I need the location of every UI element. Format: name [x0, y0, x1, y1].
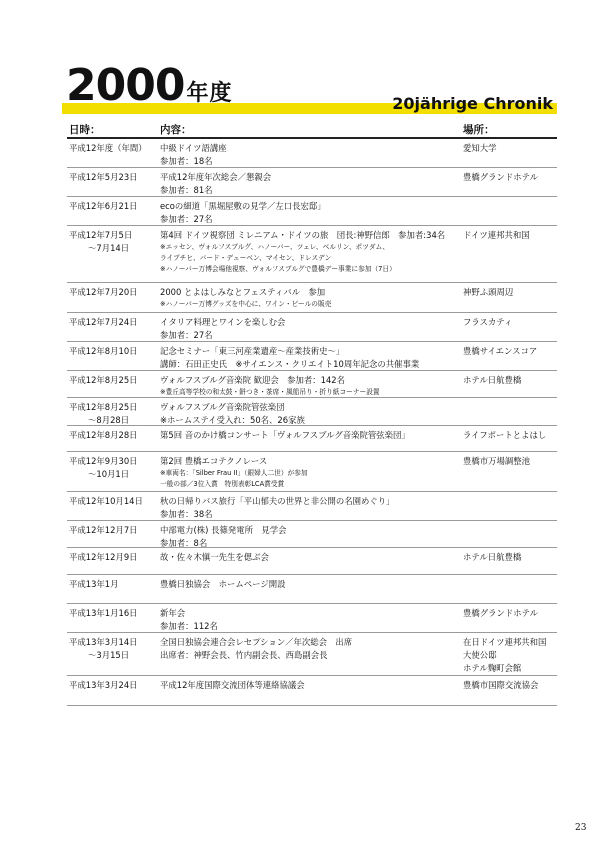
- row-content-line: 秋の日帰りバス旅行「平山郁夫の世界と非公開の名園めぐり」: [160, 496, 395, 506]
- row-date: [69, 524, 138, 537]
- row-content: [160, 345, 419, 371]
- row-content: [160, 229, 445, 275]
- row-date-start: 平成12年12月7日: [69, 525, 138, 535]
- row-content-line: 参加者：112名: [160, 621, 218, 631]
- row-content: [160, 455, 308, 490]
- row-place: [463, 607, 538, 620]
- row-content-line: 2000 とよはしみなとフェスティバル 参加: [160, 287, 326, 297]
- row-place: [463, 636, 546, 675]
- row-date-start: 平成12年10月14日: [69, 496, 143, 506]
- row-content: [160, 316, 285, 342]
- row-content: [160, 495, 395, 521]
- row-content-line: ヴォルフスブルグ音楽院管弦楽団: [160, 402, 285, 412]
- row-place-line: ドイツ連邦共和国: [463, 230, 530, 240]
- row-place: [463, 171, 538, 184]
- row-date-start: 平成12年8月28日: [69, 430, 138, 440]
- row-content-line: 中部電力(株) 長篠発電所 見学会: [160, 525, 287, 535]
- row-date-start: 平成12年8月10日: [69, 346, 138, 356]
- row-note: ライプチヒ、バード・デューベン、マイセン、ドレスデン: [160, 254, 332, 262]
- row-date-end: 〜10月1日: [88, 469, 130, 479]
- row-content-line: 新年会: [160, 608, 186, 618]
- row-date: [69, 636, 138, 662]
- row-date: [69, 345, 138, 358]
- table-row: [67, 282, 557, 313]
- row-date-start: 平成12年5月23日: [69, 172, 138, 182]
- table-row: [67, 675, 557, 706]
- row-date: [69, 495, 143, 508]
- row-content-line: 故・佐々木愼一先生を偲ぶ会: [160, 552, 269, 562]
- row-note: ※ハノーバー万博会場他視察、ヴォルフスブルグで豊橋デー事業に参加（7日）: [160, 265, 396, 273]
- table-row: [67, 547, 557, 575]
- table-row: [67, 425, 557, 452]
- row-content-line: 第4回 ドイツ視察団 ミレニアム・ドイツの旅 団長:神野信郎 参加者:34名: [160, 230, 446, 240]
- row-place-line: 愛知大学: [463, 143, 497, 153]
- table-row: [67, 574, 557, 604]
- row-content-line: 平成12年度年次総会／懇親会: [160, 172, 272, 182]
- row-date: [69, 607, 138, 620]
- row-content-line: イタリア料理とワインを楽しむ会: [160, 317, 286, 327]
- row-date-start: 平成13年1月: [69, 579, 119, 589]
- table-row: [67, 632, 557, 676]
- row-place-line: ホテル日航豊橋: [463, 552, 522, 562]
- row-content-line: 参加者：18名: [160, 156, 213, 166]
- row-place: [463, 229, 530, 242]
- row-place: [463, 286, 513, 299]
- table-row: [67, 451, 557, 492]
- row-date-start: 平成12年8月25日: [69, 375, 138, 385]
- row-content: [160, 200, 326, 226]
- table-row: [67, 312, 557, 342]
- row-content-line: 参加者：38名: [160, 509, 213, 519]
- page-number: 23: [575, 823, 587, 833]
- row-note: ※豊丘高等学校の和太鼓・餅つき・茶席・風船吊り・折り紙コーナー設置: [160, 388, 380, 396]
- page-subtitle: 20jährige Chronik: [392, 94, 553, 113]
- row-date-start: 平成13年3月14日: [69, 637, 138, 647]
- row-date-end: 〜8月28日: [88, 415, 130, 425]
- row-content: [160, 401, 305, 427]
- row-place-line: 大使公邸: [463, 650, 497, 660]
- column-header-content: 内容：: [160, 124, 192, 136]
- row-place-line: 豊橋市万場調整池: [463, 456, 530, 466]
- row-content-line: ecoの細道「黒堀屋敷の見学／左口長宏邸」: [160, 201, 326, 211]
- row-date: [69, 316, 138, 329]
- row-date-start: 平成12年8月25日: [69, 402, 138, 412]
- row-date-end: 〜7月14日: [88, 243, 130, 253]
- row-date: [69, 401, 138, 427]
- row-date-start: 平成12年9月30日: [69, 456, 138, 466]
- row-place: [463, 429, 546, 442]
- row-date-start: 平成13年3月24日: [69, 680, 138, 690]
- row-content: [160, 374, 380, 398]
- row-date-start: 平成12年12月9日: [69, 552, 138, 562]
- row-date: [69, 679, 138, 692]
- row-date-start: 平成13年1月16日: [69, 608, 138, 618]
- row-content-line: 中級ドイツ語講座: [160, 143, 227, 153]
- row-date-start: 平成12年7月5日: [69, 230, 133, 240]
- table-row: [67, 397, 557, 426]
- row-date: [69, 551, 138, 564]
- row-place-line: 在日ドイツ連邦共和国: [463, 637, 547, 647]
- row-place-line: 豊橋グランドホテル: [463, 172, 538, 182]
- row-content-line: 参加者：27名: [160, 214, 213, 224]
- row-content-line: 平成12年度国際交流団体等連絡協議会: [160, 680, 305, 690]
- row-date: [69, 171, 138, 184]
- row-content-line: 出席者：神野会長、竹内副会長、西島副会長: [160, 650, 328, 660]
- row-place-line: ホテル日航豊橋: [463, 375, 522, 385]
- row-content-line: 講師：石田正史氏 ※サイエンス・クリエイト10周年記念の共催事業: [160, 359, 420, 369]
- row-content: [160, 429, 410, 442]
- row-date-end: 〜3月15日: [88, 650, 130, 660]
- table-row: [67, 491, 557, 521]
- row-note: 一般の部／3位入賞 特別表彰LCA賞受賞: [160, 480, 285, 488]
- row-content-line: 記念セミナー「東三河産業遺産〜産業技術史〜」: [160, 346, 345, 356]
- row-content: [160, 636, 352, 662]
- row-date: [69, 374, 138, 387]
- table-row: [67, 167, 557, 197]
- row-note: ※車両名：「Silber Frau II」（銀婦人二世）が参加: [160, 469, 308, 477]
- row-note: ※ハノーバー万博グッズを中心に、ワイン・ビールの販売: [160, 300, 332, 308]
- row-content-line: 参加者：8名: [160, 538, 208, 548]
- title-suffix: 年度: [186, 81, 233, 106]
- page-title: [66, 60, 232, 120]
- row-date-start: 平成12年7月24日: [69, 317, 138, 327]
- row-content: [160, 171, 271, 197]
- table-row: [67, 603, 557, 633]
- row-place: [463, 142, 497, 155]
- row-date-start: 平成12年6月21日: [69, 201, 138, 211]
- row-content: [160, 607, 218, 633]
- row-place-line: フラスカティ: [463, 317, 513, 327]
- table-row: [67, 370, 557, 398]
- row-place: [463, 316, 512, 329]
- row-content: [160, 286, 331, 310]
- row-content: [160, 142, 227, 168]
- row-note: ※エッセン、ヴォルフスブルグ、ハノーバー、ツェレ、ベルリン、ポツダム、: [160, 243, 390, 251]
- row-date-start: 平成12年度（年間）: [69, 143, 147, 153]
- table-row: [67, 196, 557, 226]
- row-content-line: 参加者：27名: [160, 330, 213, 340]
- row-place-line: 豊橋市国際交流協会: [463, 680, 539, 690]
- row-content-line: ヴォルフスブルグ音楽院 歓迎会 参加者：142名: [160, 375, 345, 385]
- row-date: [69, 229, 132, 255]
- title-year: 2000: [66, 60, 185, 111]
- row-place-line: 神野ふ頭周辺: [463, 287, 514, 297]
- table-row: [67, 341, 557, 371]
- row-date-start: 平成12年7月20日: [69, 287, 138, 297]
- row-content-line: 第2回 豊橋エコテクノレース: [160, 456, 268, 466]
- table-row: [67, 138, 557, 168]
- row-content: [160, 679, 305, 692]
- row-place-line: 豊橋サイエンスコア: [463, 346, 538, 356]
- row-date: [69, 142, 147, 155]
- row-place: [463, 345, 537, 358]
- column-header-date: 日時：: [69, 124, 101, 136]
- table-row: [67, 520, 557, 548]
- row-content-line: ※ホームステイ受入れ：50名、26家族: [160, 415, 305, 425]
- table-row: [67, 225, 557, 283]
- row-content-line: 豊橋日独協会 ホームページ開設: [160, 579, 286, 589]
- row-place: [463, 455, 530, 468]
- row-date: [69, 455, 138, 481]
- row-place: [463, 679, 538, 692]
- column-header-place: 場所：: [463, 124, 495, 136]
- row-date: [69, 429, 138, 442]
- row-content-line: 全国日独協会連合会レセプション／年次総会 出席: [160, 637, 353, 647]
- row-content: [160, 578, 285, 591]
- row-date: [69, 578, 119, 591]
- row-content-line: 第5回 音のかけ橋コンサート「ヴォルフスブルグ音楽院管弦楽団」: [160, 430, 410, 440]
- row-date: [69, 286, 138, 299]
- row-place-line: 豊橋グランドホテル: [463, 608, 538, 618]
- row-date: [69, 200, 138, 213]
- row-place-line: ホテル麴町会館: [463, 663, 522, 673]
- row-place-line: ライフポートとよはし: [463, 430, 547, 440]
- row-content: [160, 551, 269, 564]
- row-place: [463, 374, 521, 387]
- row-content-line: 参加者：81名: [160, 185, 213, 195]
- row-place: [463, 551, 521, 564]
